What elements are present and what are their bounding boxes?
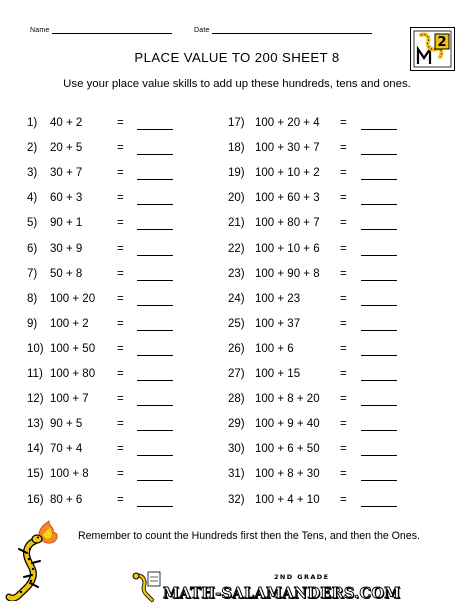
problem-expression: 20 + 5 (50, 142, 83, 155)
problem-expression: 100 + 6 (255, 342, 294, 355)
answer-blank[interactable] (361, 229, 397, 230)
equals-sign: = (340, 142, 347, 155)
problem-expression: 60 + 3 (50, 192, 83, 205)
footer-grade: 2ND GRADE (274, 573, 330, 581)
problem-number: 2) (27, 142, 38, 155)
problem-expression: 100 + 60 + 3 (255, 192, 320, 205)
answer-blank[interactable] (361, 380, 397, 381)
problem-number: 17) (228, 117, 245, 129)
badge-number: 2 (437, 35, 447, 50)
name-label: Name (30, 27, 50, 34)
equals-sign: = (117, 267, 124, 280)
equals-sign: = (117, 292, 124, 305)
equals-sign: = (340, 317, 347, 330)
problem-item (228, 293, 388, 310)
equals-sign: = (340, 267, 347, 280)
answer-blank[interactable] (137, 154, 173, 155)
equals-sign: = (117, 117, 124, 129)
answer-blank[interactable] (137, 204, 173, 205)
problem-expression: 100 + 50 (50, 342, 96, 355)
problem-number: 12) (27, 393, 44, 406)
problem-number: 5) (27, 217, 38, 230)
answer-blank[interactable] (361, 280, 397, 281)
problem-number: 26) (228, 342, 245, 355)
answer-blank[interactable] (137, 179, 173, 180)
problem-number: 21) (228, 217, 245, 230)
equals-sign: = (340, 192, 347, 205)
answer-blank[interactable] (361, 154, 397, 155)
equals-sign: = (117, 368, 124, 380)
answer-blank[interactable] (137, 480, 173, 481)
problem-number: 29) (228, 418, 245, 431)
problem-expression: 100 + 7 (50, 393, 89, 406)
problem-item (27, 318, 187, 335)
equals-sign: = (117, 443, 124, 456)
answer-blank[interactable] (137, 405, 173, 406)
answer-blank[interactable] (361, 179, 397, 180)
problem-expression: 30 + 7 (50, 167, 83, 180)
answer-blank[interactable] (361, 305, 397, 306)
problem-number: 27) (228, 368, 245, 380)
problem-number: 14) (27, 443, 44, 456)
problem-expression: 100 + 30 + 7 (255, 142, 320, 155)
equals-sign: = (340, 468, 347, 481)
problem-item (27, 117, 187, 134)
equals-sign: = (117, 393, 124, 406)
problem-item (228, 268, 388, 285)
problem-item (27, 443, 187, 460)
problem-expression: 50 + 8 (50, 267, 83, 280)
problem-number: 18) (228, 142, 245, 155)
problem-expression: 100 + 10 + 6 (255, 242, 320, 255)
problem-item (228, 243, 388, 260)
problem-item (228, 217, 388, 234)
problem-expression: 100 + 8 + 30 (255, 468, 320, 481)
problem-item (228, 418, 388, 435)
equals-sign: = (117, 167, 124, 180)
problem-item (27, 468, 187, 485)
answer-blank[interactable] (137, 355, 173, 356)
answer-blank[interactable] (361, 355, 397, 356)
fire-salamander-icon (5, 519, 63, 601)
problem-number: 32) (228, 493, 245, 506)
equals-sign: = (117, 418, 124, 431)
problem-number: 16) (27, 493, 44, 506)
answer-blank[interactable] (137, 455, 173, 456)
problem-item (228, 468, 388, 485)
problem-number: 28) (228, 393, 245, 406)
problem-item (27, 368, 187, 385)
problem-item (27, 343, 187, 360)
problem-number: 19) (228, 167, 245, 180)
equals-sign: = (117, 317, 124, 330)
footer-site-link[interactable]: MATH-SALAMANDERS.COM (163, 585, 401, 602)
answer-blank[interactable] (137, 506, 173, 507)
problem-expression: 80 + 6 (50, 493, 83, 506)
problem-expression: 100 + 8 + 20 (255, 393, 320, 406)
answer-blank[interactable] (137, 255, 173, 256)
problem-number: 3) (27, 167, 38, 180)
problem-item (27, 192, 187, 209)
equals-sign: = (340, 493, 347, 506)
problem-item (27, 167, 187, 184)
problem-expression: 100 + 8 (50, 468, 89, 481)
problem-item (27, 293, 187, 310)
equals-sign: = (340, 368, 347, 380)
answer-blank[interactable] (137, 380, 173, 381)
problem-number: 10) (27, 342, 44, 355)
answer-blank[interactable] (137, 305, 173, 306)
problem-number: 8) (27, 292, 38, 305)
answer-blank[interactable] (137, 430, 173, 431)
problem-number: 1) (27, 117, 38, 129)
problem-number: 22) (228, 242, 245, 255)
problem-expression: 100 + 37 (255, 317, 301, 330)
problem-number: 4) (27, 192, 38, 205)
equals-sign: = (117, 192, 124, 205)
problem-item (228, 167, 388, 184)
problem-expression: 100 + 6 + 50 (255, 443, 320, 456)
problem-expression: 100 + 10 + 2 (255, 167, 320, 180)
problem-number: 11) (27, 368, 43, 380)
problem-item (228, 368, 388, 385)
equals-sign: = (340, 292, 347, 305)
problem-expression: 100 + 80 + 7 (255, 217, 320, 230)
answer-blank[interactable] (137, 229, 173, 230)
date-label: Date (194, 27, 210, 34)
problem-item (228, 142, 388, 159)
problem-item (228, 494, 388, 511)
equals-sign: = (117, 142, 124, 155)
problem-number: 31) (228, 468, 245, 481)
problem-number: 15) (27, 468, 44, 481)
problem-number: 13) (27, 418, 44, 431)
equals-sign: = (340, 443, 347, 456)
answer-blank[interactable] (137, 280, 173, 281)
equals-sign: = (340, 342, 347, 355)
equals-sign: = (117, 493, 124, 506)
problem-item (27, 393, 187, 410)
answer-blank[interactable] (361, 506, 397, 507)
answer-blank[interactable] (361, 330, 397, 331)
problem-number: 7) (27, 267, 38, 280)
page-title: PLACE VALUE TO 200 SHEET 8 (134, 50, 340, 65)
problem-item (228, 393, 388, 410)
problem-expression: 30 + 9 (50, 242, 83, 255)
answer-blank[interactable] (361, 405, 397, 406)
name-line[interactable] (52, 33, 172, 34)
answer-blank[interactable] (361, 204, 397, 205)
problem-item (27, 217, 187, 234)
equals-sign: = (340, 167, 347, 180)
problem-expression: 100 + 2 (50, 317, 89, 330)
problem-number: 20) (228, 192, 245, 205)
problem-number: 25) (228, 317, 245, 330)
problem-expression: 100 + 23 (255, 292, 301, 305)
problem-item (228, 443, 388, 460)
problem-expression: 100 + 4 + 10 (255, 493, 320, 506)
problem-item (228, 343, 388, 360)
problem-expression: 100 + 15 (255, 368, 301, 380)
problem-number: 24) (228, 292, 245, 305)
equals-sign: = (340, 217, 347, 230)
problem-number: 30) (228, 443, 245, 456)
answer-blank[interactable] (361, 255, 397, 256)
equals-sign: = (117, 242, 124, 255)
equals-sign: = (340, 393, 347, 406)
problem-expression: 100 + 90 + 8 (255, 267, 320, 280)
problem-item (27, 494, 187, 511)
equals-sign: = (117, 468, 124, 481)
problem-expression: 100 + 80 (50, 368, 96, 380)
instructions: Use your place value skills to add up these hundreds, tens and ones. (63, 78, 411, 90)
answer-blank[interactable] (361, 430, 397, 431)
answer-blank[interactable] (361, 455, 397, 456)
equals-sign: = (340, 418, 347, 431)
problem-expression: 100 + 20 + 4 (255, 117, 320, 129)
problem-item (228, 117, 388, 134)
answer-blank[interactable] (137, 129, 173, 130)
answer-blank[interactable] (361, 480, 397, 481)
problem-expression: 90 + 5 (50, 418, 83, 431)
date-line[interactable] (212, 33, 372, 34)
equals-sign: = (117, 342, 124, 355)
answer-blank[interactable] (361, 129, 397, 130)
equals-sign: = (340, 242, 347, 255)
problem-expression: 70 + 4 (50, 443, 83, 456)
reminder-text: Remember to count the Hundreds first then the Tens, and then the Ones. (78, 530, 420, 542)
equals-sign: = (117, 217, 124, 230)
problem-number: 9) (27, 317, 38, 330)
problem-expression: 100 + 9 + 40 (255, 418, 320, 431)
problem-item (27, 268, 187, 285)
problem-number: 23) (228, 267, 245, 280)
answer-blank[interactable] (137, 330, 173, 331)
problem-item (228, 192, 388, 209)
problem-item (27, 243, 187, 260)
problem-expression: 100 + 20 (50, 292, 96, 305)
equals-sign: = (340, 117, 347, 129)
problem-expression: 90 + 1 (50, 217, 83, 230)
problem-item (27, 142, 187, 159)
problem-item (27, 418, 187, 435)
problem-number: 6) (27, 242, 38, 255)
problem-expression: 40 + 2 (50, 117, 83, 129)
problem-item (228, 318, 388, 335)
